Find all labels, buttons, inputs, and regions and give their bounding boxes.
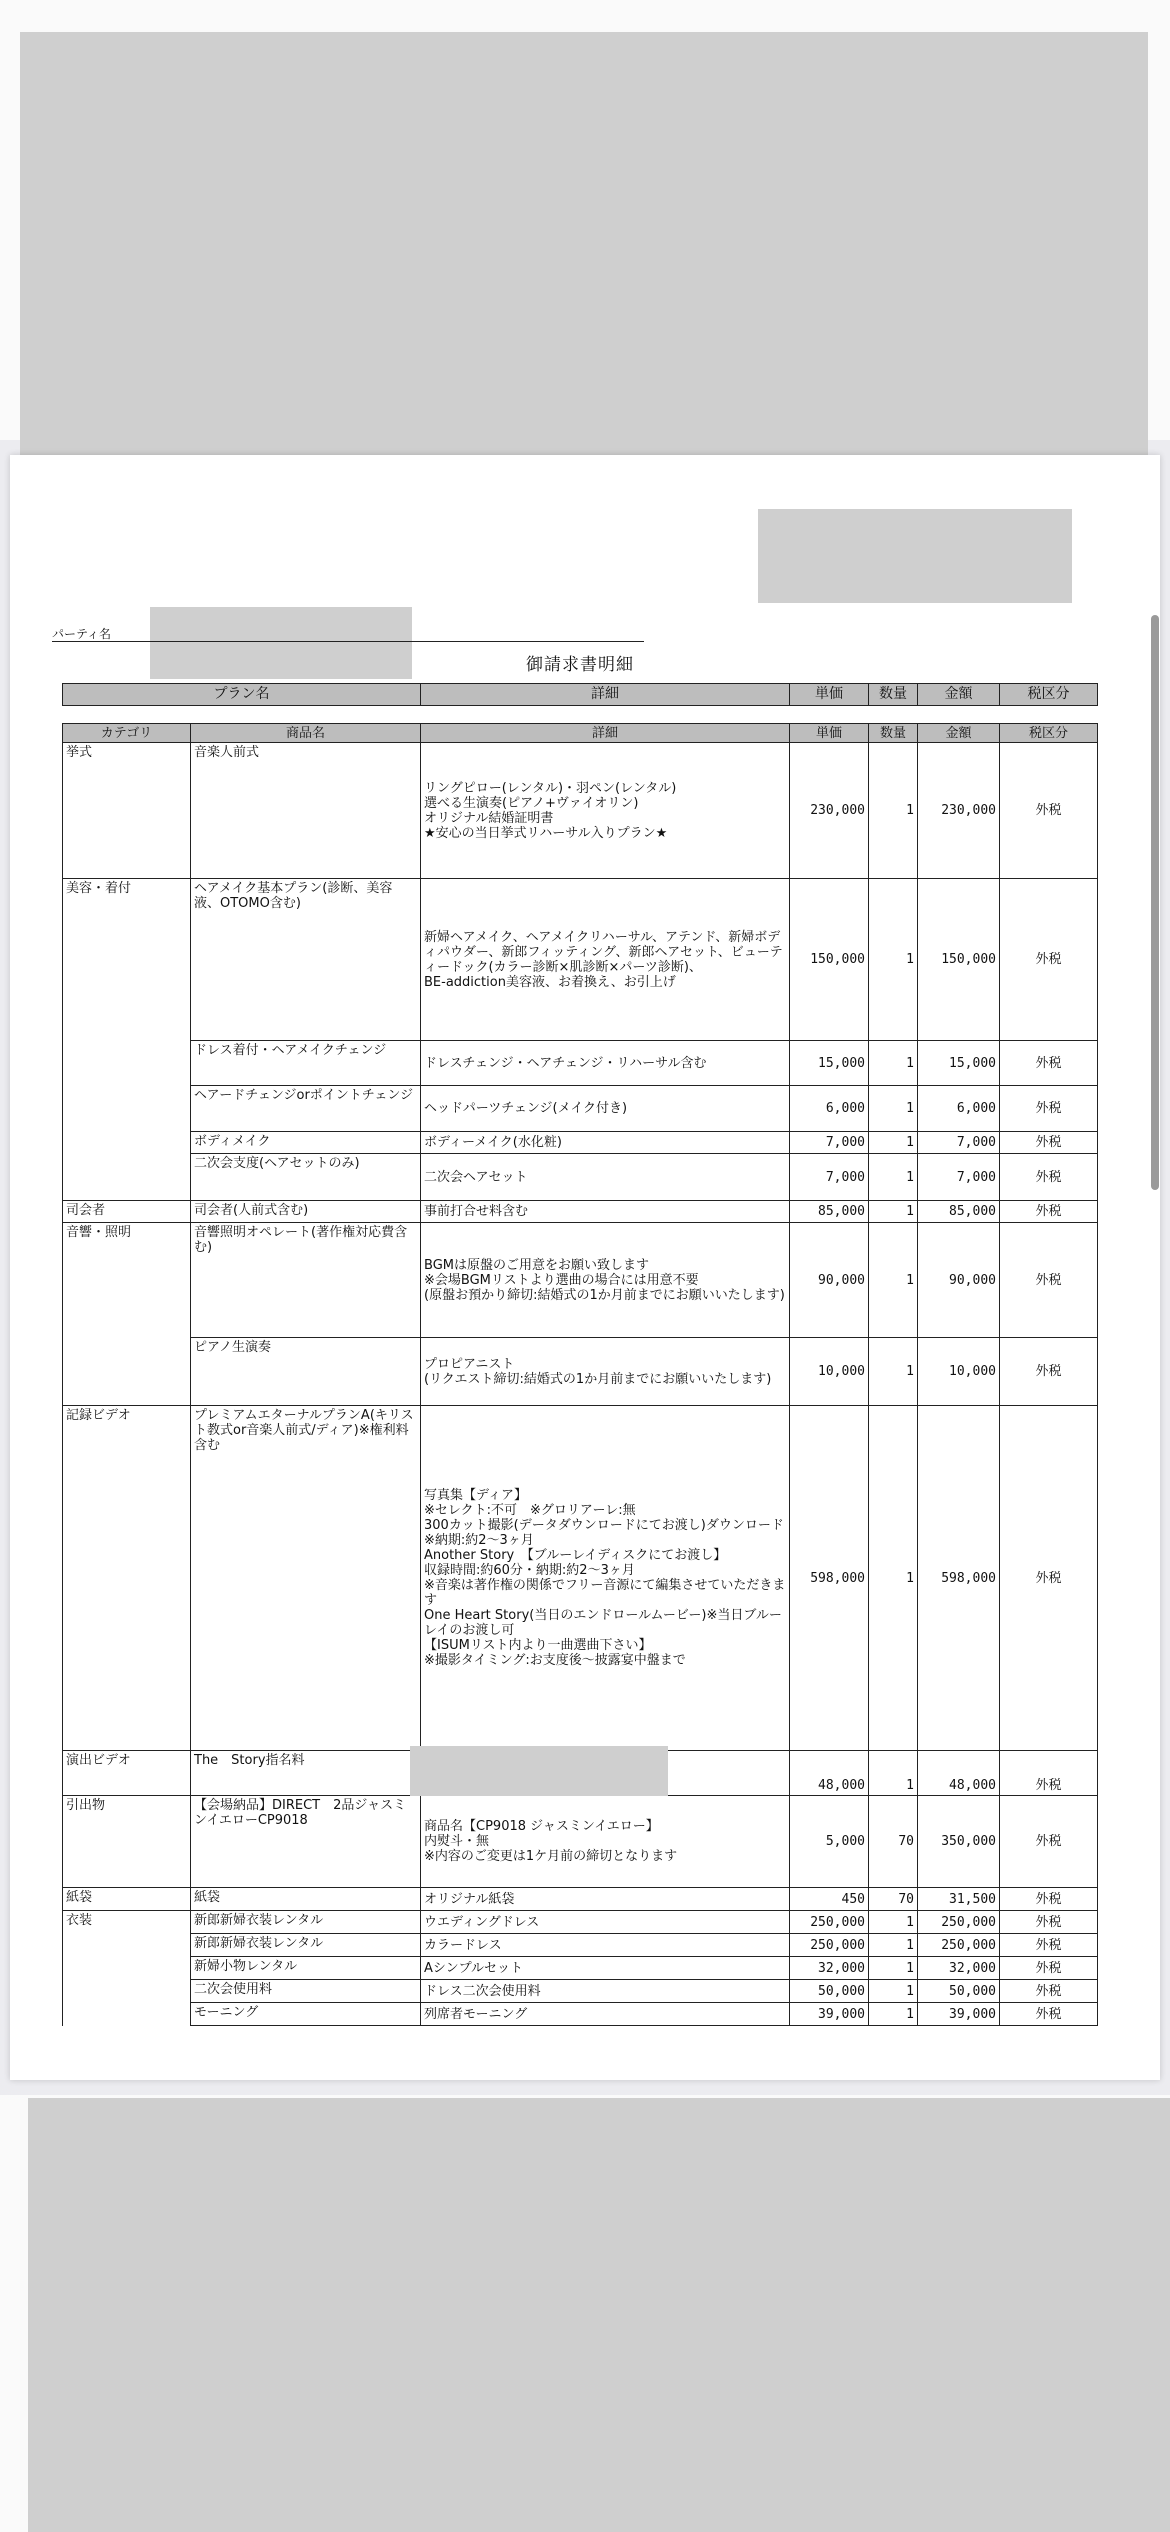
tax-cell: 外税	[1000, 743, 1098, 879]
amount-cell: 85,000	[918, 1201, 1000, 1223]
table-row	[63, 1132, 1098, 1154]
detail-cell: Aシンプルセット	[421, 1957, 790, 1980]
tax-cell: 外税	[1000, 1086, 1098, 1132]
qty-cell: 1	[869, 1980, 918, 2003]
invoice-detail-table	[62, 723, 1098, 2026]
qty-cell: 1	[869, 1132, 918, 1154]
amount-cell: 90,000	[918, 1223, 1000, 1338]
table-row	[63, 1201, 1098, 1223]
col-plan-name: プラン名	[63, 684, 421, 706]
party-name-underline	[52, 641, 644, 642]
tax-cell: 外税	[1000, 1751, 1098, 1796]
category-cell: 挙式	[63, 743, 191, 879]
product-cell: 新郎新婦衣装レンタル	[191, 1934, 421, 1957]
qty-cell: 1	[869, 1406, 918, 1751]
table-row	[63, 1911, 1098, 1934]
product-cell: 音楽人前式	[191, 743, 421, 879]
col-qty: 数量	[869, 684, 918, 706]
detail-cell: 写真集【ディア】 ※セレクト:不可 ※グロリアーレ:無 300カット撮影(データダウンロードにてお渡し)ダウンロード ※納期:約2～3ヶ月 Another Story 【ブルーレイディスクにてお渡し】 収録時間:約60分・納期:約2～3ヶ月 ※音楽は著作権の関係でフリー音源にて編集させていただきます One Heart Story(当日のエンドロールムービー)※当日ブルーレイのお渡し可 【ISUMリスト内より一曲選曲下さい】 ※撮影タイミング:お支度後～披露宴中盤まで	[421, 1406, 790, 1751]
tax-cell: 外税	[1000, 879, 1098, 1041]
product-cell: 【会場納品】DIRECT 2品ジャスミンイエローCP9018	[191, 1796, 421, 1888]
document-title: 御請求書明細	[526, 655, 634, 675]
tax-cell: 外税	[1000, 1406, 1098, 1751]
redacted-bottom-block	[28, 2098, 1170, 2532]
qty-cell: 1	[869, 2003, 918, 2026]
unit-price-cell: 450	[790, 1888, 869, 1911]
product-cell: The Story指名料	[191, 1751, 421, 1796]
unit-price-cell: 15,000	[790, 1041, 869, 1086]
col-category: カテゴリ	[63, 724, 191, 743]
qty-cell: 1	[869, 879, 918, 1041]
table-row	[63, 1934, 1098, 1957]
tax-cell: 外税	[1000, 1132, 1098, 1154]
tax-cell: 外税	[1000, 1980, 1098, 2003]
col-qty: 数量	[869, 724, 918, 743]
table-row	[63, 1223, 1098, 1338]
amount-cell: 7,000	[918, 1132, 1000, 1154]
category-cell: 音響・照明	[63, 1223, 191, 1406]
detail-cell: カラードレス	[421, 1934, 790, 1957]
product-cell: 二次会支度(ヘアセットのみ)	[191, 1154, 421, 1201]
amount-cell: 250,000	[918, 1934, 1000, 1957]
redacted-party-name	[150, 607, 412, 679]
product-cell: 紙袋	[191, 1888, 421, 1911]
amount-cell: 598,000	[918, 1406, 1000, 1751]
product-cell: モーニング	[191, 2003, 421, 2026]
amount-cell: 15,000	[918, 1041, 1000, 1086]
qty-cell: 1	[869, 1751, 918, 1796]
table-row	[63, 879, 1098, 1041]
tax-cell: 外税	[1000, 1957, 1098, 1980]
amount-cell: 230,000	[918, 743, 1000, 879]
amount-cell: 32,000	[918, 1957, 1000, 1980]
amount-cell: 31,500	[918, 1888, 1000, 1911]
category-cell: 引出物	[63, 1796, 191, 1888]
qty-cell: 70	[869, 1796, 918, 1888]
category-cell: 演出ビデオ	[63, 1751, 191, 1796]
detail-cell: 二次会ヘアセット	[421, 1154, 790, 1201]
tax-cell: 外税	[1000, 1154, 1098, 1201]
qty-cell: 1	[869, 1041, 918, 1086]
unit-price-cell: 32,000	[790, 1957, 869, 1980]
tax-cell: 外税	[1000, 1338, 1098, 1406]
qty-cell: 1	[869, 1086, 918, 1132]
amount-cell: 250,000	[918, 1911, 1000, 1934]
unit-price-cell: 10,000	[790, 1338, 869, 1406]
qty-cell: 1	[869, 1957, 918, 1980]
qty-cell: 70	[869, 1888, 918, 1911]
unit-price-cell: 598,000	[790, 1406, 869, 1751]
detail-cell: 列席者モーニング	[421, 2003, 790, 2026]
detail-cell: リングピロー(レンタル)・羽ペン(レンタル) 選べる生演奏(ピアノ+ヴァイオリン) オリジナル結婚証明書 ★安心の当日挙式リハーサル入りプラン★	[421, 743, 790, 879]
scrollbar-thumb[interactable]	[1151, 615, 1159, 1190]
unit-price-cell: 90,000	[790, 1223, 869, 1338]
table-row	[63, 743, 1098, 879]
amount-cell: 350,000	[918, 1796, 1000, 1888]
table-row	[63, 1957, 1098, 1980]
table-row	[63, 1338, 1098, 1406]
table-row	[63, 1796, 1098, 1888]
tax-cell: 外税	[1000, 1201, 1098, 1223]
col-unit-price: 単価	[790, 684, 869, 706]
party-name-label: パーティ名	[52, 627, 112, 641]
unit-price-cell: 39,000	[790, 2003, 869, 2026]
product-cell: ボディメイク	[191, 1132, 421, 1154]
product-cell: ヘアメイク基本プラン(診断、美容液、OTOMO含む)	[191, 879, 421, 1041]
plan-header-row	[63, 684, 1098, 706]
col-amount: 金額	[918, 724, 1000, 743]
amount-cell: 6,000	[918, 1086, 1000, 1132]
amount-cell: 7,000	[918, 1154, 1000, 1201]
detail-cell: 商品名【CP9018 ジャスミンイエロー】 内熨斗・無 ※内容のご変更は1ケ月前の締切となります	[421, 1796, 790, 1888]
tax-cell: 外税	[1000, 1041, 1098, 1086]
tax-cell: 外税	[1000, 2003, 1098, 2026]
unit-price-cell: 7,000	[790, 1154, 869, 1201]
plan-header-table	[62, 683, 1098, 706]
detail-cell: ドレスチェンジ・ヘアチェンジ・リハーサル含む	[421, 1041, 790, 1086]
unit-price-cell: 5,000	[790, 1796, 869, 1888]
table-row	[63, 1406, 1098, 1751]
product-cell: 司会者(人前式含む)	[191, 1201, 421, 1223]
detail-cell: ボディーメイク(水化粧)	[421, 1132, 790, 1154]
product-cell: プレミアムエターナルプランA(キリスト教式or音楽人前式/ディア)※権利料含む	[191, 1406, 421, 1751]
tax-cell: 外税	[1000, 1934, 1098, 1957]
redacted-header-box	[758, 509, 1072, 603]
product-cell: 音響照明オペレート(著作権対応費含む)	[191, 1223, 421, 1338]
category-cell: 司会者	[63, 1201, 191, 1223]
product-cell: 新婦小物レンタル	[191, 1957, 421, 1980]
category-cell: 紙袋	[63, 1888, 191, 1911]
unit-price-cell: 50,000	[790, 1980, 869, 2003]
col-product: 商品名	[191, 724, 421, 743]
category-cell: 記録ビデオ	[63, 1406, 191, 1751]
unit-price-cell: 230,000	[790, 743, 869, 879]
unit-price-cell: 250,000	[790, 1934, 869, 1957]
col-tax: 税区分	[1000, 684, 1098, 706]
table-row	[63, 1888, 1098, 1911]
amount-cell: 39,000	[918, 2003, 1000, 2026]
table-row	[63, 1086, 1098, 1132]
detail-cell: ウエディングドレス	[421, 1911, 790, 1934]
unit-price-cell: 6,000	[790, 1086, 869, 1132]
detail-cell: 新婦ヘアメイク、ヘアメイクリハーサル、アテンド、新婦ボディパウダー、新郎フィッティング、新郎ヘアセット、ビューティードック(カラー診断×肌診断×パーツ診断)、 BE-addiction美容液、お着換え、お引上げ	[421, 879, 790, 1041]
tax-cell: 外税	[1000, 1796, 1098, 1888]
detail-cell: ヘッドパーツチェンジ(メイク付き)	[421, 1086, 790, 1132]
col-amount: 金額	[918, 684, 1000, 706]
amount-cell: 50,000	[918, 1980, 1000, 2003]
col-tax: 税区分	[1000, 724, 1098, 743]
category-cell: 美容・着付	[63, 879, 191, 1201]
tax-cell: 外税	[1000, 1223, 1098, 1338]
table-row	[63, 1980, 1098, 2003]
qty-cell: 1	[869, 1911, 918, 1934]
redacted-video-detail	[410, 1746, 668, 1796]
tax-cell: 外税	[1000, 1911, 1098, 1934]
amount-cell: 48,000	[918, 1751, 1000, 1796]
qty-cell: 1	[869, 1338, 918, 1406]
qty-cell: 1	[869, 1154, 918, 1201]
redacted-top-block	[20, 32, 1148, 462]
table-row	[63, 1041, 1098, 1086]
tax-cell: 外税	[1000, 1888, 1098, 1911]
product-cell: 新郎新婦衣装レンタル	[191, 1911, 421, 1934]
detail-cell: オリジナル紙袋	[421, 1888, 790, 1911]
qty-cell: 1	[869, 1223, 918, 1338]
unit-price-cell: 150,000	[790, 879, 869, 1041]
qty-cell: 1	[869, 1934, 918, 1957]
qty-cell: 1	[869, 743, 918, 879]
detail-cell: 事前打合せ料含む	[421, 1201, 790, 1223]
qty-cell: 1	[869, 1201, 918, 1223]
product-cell: ドレス着付・ヘアメイクチェンジ	[191, 1041, 421, 1086]
unit-price-cell: 48,000	[790, 1751, 869, 1796]
product-cell: ヘアードチェンジorポイントチェンジ	[191, 1086, 421, 1132]
product-cell: 二次会使用料	[191, 1980, 421, 2003]
col-unit-price: 単価	[790, 724, 869, 743]
amount-cell: 150,000	[918, 879, 1000, 1041]
detail-cell: ドレス二次会使用料	[421, 1980, 790, 2003]
product-cell: ピアノ生演奏	[191, 1338, 421, 1406]
table-row	[63, 1154, 1098, 1201]
unit-price-cell: 250,000	[790, 1911, 869, 1934]
category-cell: 衣装	[63, 1911, 191, 2026]
table-header-row	[63, 724, 1098, 743]
col-detail: 詳細	[421, 724, 790, 743]
amount-cell: 10,000	[918, 1338, 1000, 1406]
table-row	[63, 2003, 1098, 2026]
unit-price-cell: 85,000	[790, 1201, 869, 1223]
unit-price-cell: 7,000	[790, 1132, 869, 1154]
detail-cell: BGMは原盤のご用意をお願い致します ※会場BGMリストより選曲の場合には用意不要 (原盤お預かり締切:結婚式の1か月前までにお願いいたします)	[421, 1223, 790, 1338]
detail-cell: プロピアニスト (リクエスト締切:結婚式の1か月前までにお願いいたします)	[421, 1338, 790, 1406]
col-detail: 詳細	[421, 684, 790, 706]
